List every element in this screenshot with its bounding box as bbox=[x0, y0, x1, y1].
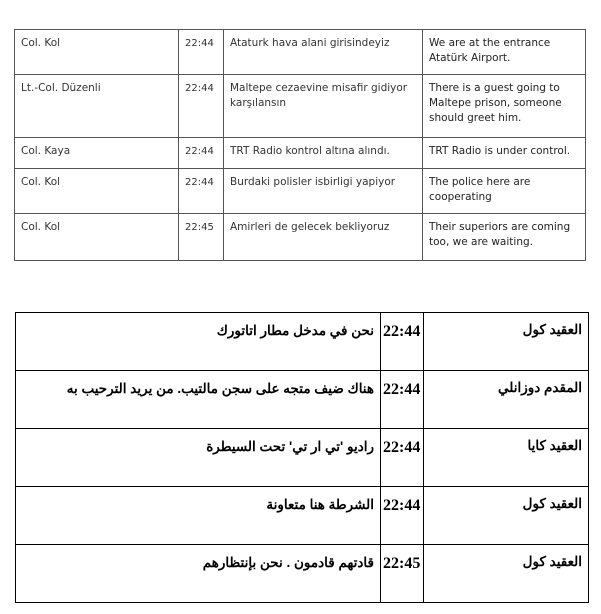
table-row bbox=[15, 138, 586, 169]
turkish-text-cell: Burdaki polisler isbirligi yapiyor bbox=[224, 169, 423, 214]
arabic-speaker-cell: العقيد كول bbox=[424, 545, 589, 603]
table-row bbox=[15, 30, 586, 75]
time-value: 22:44 bbox=[383, 439, 421, 456]
arabic-speaker-cell: العقيد كايا bbox=[424, 429, 589, 487]
arabic-speaker-cell: المقدم دوزانلي bbox=[424, 371, 589, 429]
speaker-cell: Lt.-Col. Düzenli bbox=[15, 75, 179, 138]
english-text-cell: We are at the entrance Atatürk Airport. bbox=[423, 30, 586, 75]
arabic-time-cell bbox=[381, 371, 424, 429]
arabic-speaker-cell: العقيد كول bbox=[424, 313, 589, 371]
speaker-cell: Col. Kol bbox=[15, 214, 179, 261]
turkish-text-cell: Amirleri de gelecek bekliyoruz bbox=[224, 214, 423, 261]
time-cell: 22:44 bbox=[179, 169, 224, 214]
turkish-text-cell: Ataturk hava alani girisindeyiz bbox=[224, 30, 423, 75]
arabic-time-cell bbox=[381, 487, 424, 545]
speaker-cell: Col. Kaya bbox=[15, 138, 179, 169]
table-row bbox=[16, 429, 589, 487]
arabic-time-cell bbox=[381, 313, 424, 371]
arabic-text-cell: هناك ضيف متجه على سجن مالتيب. من يريد الترحيب به bbox=[16, 371, 381, 429]
english-text-cell: TRT Radio is under control. bbox=[423, 138, 586, 169]
table-row bbox=[16, 371, 589, 429]
arabic-time-cell bbox=[381, 429, 424, 487]
turkish-text-cell: TRT Radio kontrol altına alındı. bbox=[224, 138, 423, 169]
arabic-text-cell: قادتهم قادمون . نحن بإنتظارهم bbox=[16, 545, 381, 603]
arabic-time-cell bbox=[381, 545, 424, 603]
time-value: 22:44 bbox=[383, 323, 421, 340]
table-row bbox=[15, 75, 586, 138]
arabic-text-cell: الشرطة هنا متعاونة bbox=[16, 487, 381, 545]
arabic-speaker-cell: العقيد كول bbox=[424, 487, 589, 545]
speaker-cell: Col. Kol bbox=[15, 30, 179, 75]
table-row bbox=[16, 545, 589, 603]
time-cell: 22:45 bbox=[179, 214, 224, 261]
english-text-cell: The police here are cooperating bbox=[423, 169, 586, 214]
english-text-cell: Their superiors are coming too, we are waiting. bbox=[423, 214, 586, 261]
time-value: 22:44 bbox=[383, 381, 421, 398]
time-cell: 22:44 bbox=[179, 138, 224, 169]
arabic-text-cell: راديو 'تي ار تي' تحت السيطرة bbox=[16, 429, 381, 487]
table-row bbox=[15, 214, 586, 261]
table-row bbox=[16, 313, 589, 371]
arabic-transcript-table bbox=[15, 312, 589, 603]
time-value: 22:44 bbox=[383, 497, 421, 514]
time-value: 22:45 bbox=[383, 555, 421, 572]
time-cell: 22:44 bbox=[179, 30, 224, 75]
table-row bbox=[16, 487, 589, 545]
english-text-cell: There is a guest going to Maltepe prison, someone should greet him. bbox=[423, 75, 586, 138]
arabic-text-cell: نحن في مدخل مطار اتاتورك bbox=[16, 313, 381, 371]
table-row bbox=[15, 169, 586, 214]
english-transcript-table bbox=[14, 29, 586, 261]
speaker-cell: Col. Kol bbox=[15, 169, 179, 214]
turkish-text-cell: Maltepe cezaevine misafir gidiyor karşılansın bbox=[224, 75, 423, 138]
time-cell: 22:44 bbox=[179, 75, 224, 138]
